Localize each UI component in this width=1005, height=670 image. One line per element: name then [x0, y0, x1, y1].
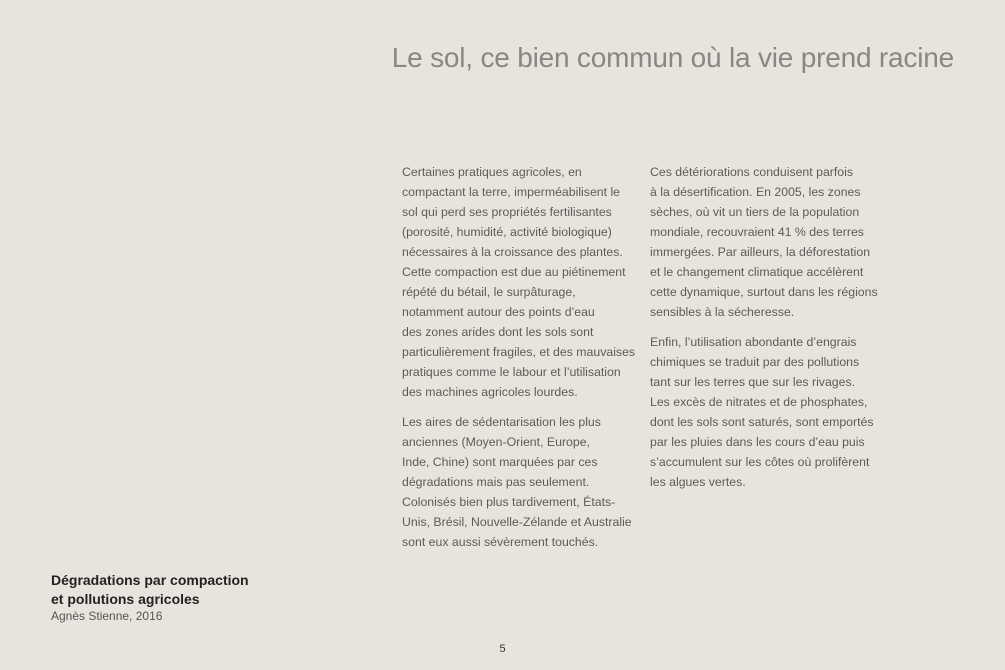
- paragraph: [650, 332, 875, 492]
- text-line: par les pluies dans les cours d’eau puis: [650, 435, 865, 449]
- text-line: des zones arides dont les sols sont: [402, 325, 594, 339]
- text-line: (porosité, humidité, activité biologique): [402, 225, 612, 239]
- text-line: à la désertification. En 2005, les zones: [650, 185, 861, 199]
- text-line: et le changement climatique accélèrent: [650, 265, 864, 279]
- text-line: notamment autour des points d’eau: [402, 305, 595, 319]
- text-line: s’accumulent sur les côtes où prolifèrent: [650, 455, 870, 469]
- text-line: anciennes (Moyen-Orient, Europe,: [402, 435, 590, 449]
- text-line: pratiques comme le labour et l’utilisation: [402, 365, 621, 379]
- text-line: Les aires de sédentarisation les plus: [402, 415, 601, 429]
- paragraph: [650, 162, 878, 322]
- text-line: sensibles à la sécheresse.: [650, 305, 795, 319]
- text-line: compactant la terre, imperméabilisent le: [402, 185, 621, 199]
- figure-caption: [51, 571, 249, 624]
- paragraph: [402, 412, 632, 552]
- text-line: nécessaires à la croissance des plantes.: [402, 245, 623, 259]
- text-line: particulièrement fragiles, et des mauvaises: [402, 345, 636, 359]
- text-column-left: [402, 162, 636, 562]
- text-line: Certaines pratiques agricoles, en: [402, 165, 582, 179]
- caption-title-line: et pollutions agricoles: [51, 591, 200, 607]
- text-line: des machines agricoles lourdes.: [402, 385, 578, 399]
- text-line: cette dynamique, surtout dans les régions: [650, 285, 878, 299]
- text-line: dont les sols sont saturés, sont emportés: [650, 415, 874, 429]
- text-line: mondiale, recouvraient 41 % des terres: [650, 225, 864, 239]
- text-line: sont eux aussi sévèrement touchés.: [402, 535, 599, 549]
- text-line: Ces détériorations conduisent parfois: [650, 165, 854, 179]
- caption-credit: Agnès Stienne, 2016: [51, 609, 163, 623]
- text-column-right: [650, 162, 878, 502]
- text-line: tant sur les terres que sur les rivages.: [650, 375, 856, 389]
- paragraph: [402, 162, 636, 402]
- page-number: 5: [499, 643, 506, 655]
- caption-title: [51, 571, 249, 609]
- text-line: Enfin, l’utilisation abondante d’engrais: [650, 335, 857, 349]
- text-line: sèches, où vit un tiers de la population: [650, 205, 860, 219]
- text-line: répété du bétail, le surpâturage,: [402, 285, 576, 299]
- text-line: sol qui perd ses propriétés fertilisantes: [402, 205, 612, 219]
- text-line: dégradations mais pas seulement.: [402, 475, 590, 489]
- text-line: chimiques se traduit par des pollutions: [650, 355, 860, 369]
- page-title: Le sol, ce bien commun où la vie prend racine: [391, 42, 954, 73]
- caption-title-line: Dégradations par compaction: [51, 572, 249, 588]
- text-line: Inde, Chine) sont marquées par ces: [402, 455, 598, 469]
- text-line: Cette compaction est due au piétinement: [402, 265, 626, 279]
- text-line: les algues vertes.: [650, 475, 746, 489]
- text-line: immergées. Par ailleurs, la déforestation: [650, 245, 871, 259]
- text-line: Les excès de nitrates et de phosphates,: [650, 395, 868, 409]
- text-line: Unis, Brésil, Nouvelle-Zélande et Australie: [402, 515, 632, 529]
- text-line: Colonisés bien plus tardivement, États-: [402, 495, 616, 509]
